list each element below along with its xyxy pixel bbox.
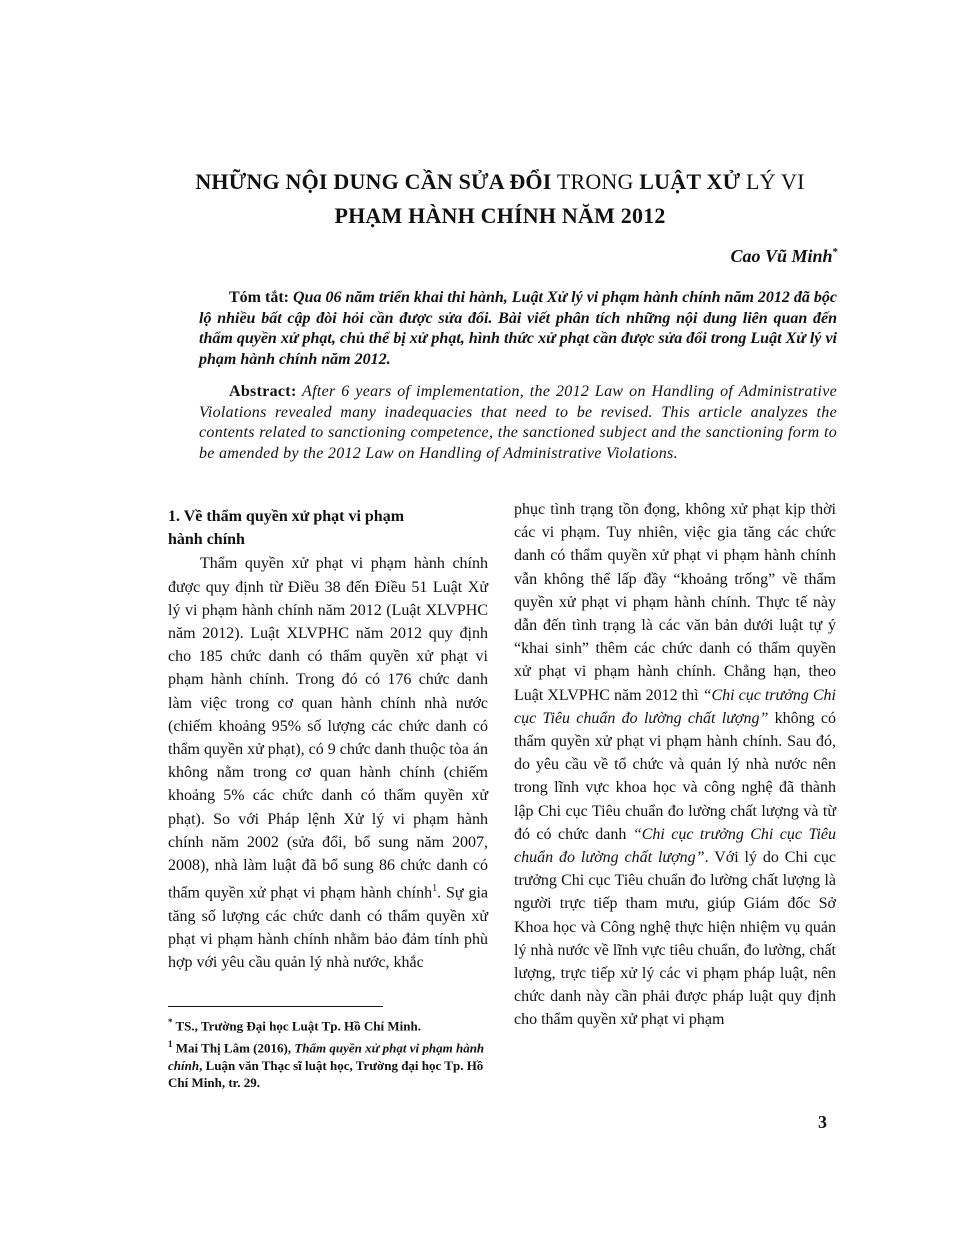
left-column (168, 505, 488, 974)
footnote-divider (168, 1006, 383, 1007)
title-segment: LUẬT XỬ (639, 169, 741, 194)
title-segment: TRONG (551, 169, 640, 194)
author-text: Cao Vũ Minh (730, 246, 833, 266)
abstract-en-label: Abstract: (229, 383, 297, 400)
article-title (150, 165, 850, 233)
footnote-text: TS., Trường Đại học Luật Tp. Hồ Chí Minh. (172, 1018, 421, 1034)
body-paragraph (168, 552, 488, 974)
quoted-title: “Chi cục trưởng Chi cục Tiêu chuẩn đo lường chất lượng” (514, 825, 837, 867)
paragraph-text: Thẩm quyền xử phạt vi phạm hành chính được quy định từ Điều 38 đến Điều 51 Luật Xử lý vi phạm hành chính năm 2012 (Luật XLVPHC năm 2012). Luật XLVPHC năm 2012 quy định cho 185 chức danh có thẩm quyền xử phạt vi phạm hành chính. Trong đó có 176 chức danh làm việc trong cơ quan hành chính nhà nước (chiếm khoảng 95% số lượng các chức danh có thẩm quyền xử phạt), có 9 chức danh thuộc tòa án không nằm trong cơ quan hành chính (chiếm khoảng 5% các chức danh có thẩm quyền xử phạt). So với Pháp lệnh Xử lý vi phạm hành chính năm 2002 (sửa đổi, bổ sung năm 2007, 2008), nhà làm luật đã bổ sung 86 chức danh có thẩm quyền xử phạt vi phạm hành chính (168, 555, 488, 902)
abstract-en-text: After 6 years of implementation, the 2012 Law on Handling of Administrative Violations revealed many inadequacies that need to be revised. This article analyzes the contents related to sanctioning competence, the sanctioned subject and the sanctioning form to be amended by the 2012 Law on Handling of Administrative Violations. (199, 383, 837, 462)
section-heading-line1: 1. Về thẩm quyền xử phạt vi phạm (168, 508, 405, 525)
section-heading-line2: hành chính (168, 531, 245, 549)
footnote (168, 1014, 488, 1035)
footnotes (168, 1014, 488, 1093)
footnote-mark: 1 (168, 1038, 173, 1049)
section-heading (168, 505, 488, 551)
page-number: 3 (818, 1112, 827, 1132)
paragraph-text: . Với lý do Chi cục trưởng Chi cục Tiêu chuẩn đo lường chất lượng là người trực tiếp tham mưu, giúp Giám đốc Sở Khoa học và Công nghệ thực hiện nhiệm vụ quản lý nhà nước về lĩnh vực tiêu chuẩn, đo lường, chất lượng, trực tiếp xử lý các vi phạm pháp luật, nên chức danh này cần phải được pháp luật quy định cho thẩm quyền xử phạt vi phạm (514, 849, 837, 1029)
title-line-2: PHẠM HÀNH CHÍNH NĂM 2012 (334, 203, 666, 228)
abstract-english (199, 382, 837, 464)
footnote-text: Mai Thị Lâm (2016), (172, 1040, 295, 1056)
title-segment: LÝ VI (740, 169, 805, 194)
body-paragraph-continued (514, 498, 836, 1032)
paragraph-text: phục tình trạng tồn đọng, không xử phạt kịp thời các vi phạm. Tuy nhiên, việc gia tăng các chức danh có thẩm quyền xử phạt vi phạm hành chính vẫn không thể lấp đầy “khoảng trống” về thẩm quyền xử phạt vi phạm hành chính. Thực tế này dẫn đến tình trạng là các văn bản dưới luật tự ý “khai sinh” thêm các chức danh có thẩm quyền xử phạt vi phạm hành chính. Chẳng hạn, theo Luật XLVPHC năm 2012 thì (514, 501, 836, 704)
right-column (514, 498, 836, 1032)
abstract-vietnamese (199, 288, 837, 370)
paragraph-text: . Sự gia tăng số lượng các chức danh có thẩm quyền xử phạt vi phạm hành chính nhằm bảo đảm tính phù hợp với yêu cầu quản lý nhà nước, khắc (168, 884, 489, 972)
abstract-vi-text: Qua 06 năm triển khai thi hành, Luật Xử lý vi phạm hành chính năm 2012 đã bộc lộ nhiều bất cập đòi hỏi cần được sửa đổi. Bài viết phân tích những nội dung liên quan đến thẩm quyền xử phạt, chủ thể bị xử phạt, hình thức xử phạt cần được sửa đổi trong Luật Xử lý vi phạm hành chính năm 2012. (199, 289, 838, 368)
footnote-text: , Luận văn Thạc sĩ luật học, Trường đại học Tp. Hồ Chí Minh, tr. 29. (168, 1057, 484, 1091)
footnote-mark: * (168, 1017, 173, 1027)
paragraph-text: không có thẩm quyền xử phạt vi phạm hành chính. Sau đó, do yêu cầu về tổ chức và quản lý nhà nước nên trong lĩnh vực khoa học và công nghệ đã thành lập Chi cục Tiêu chuẩn đo lường chất lượng và từ đó có chức danh (514, 709, 836, 843)
author-footnote-mark: * (832, 246, 838, 258)
footnote-cited-title: Thẩm quyền xử phạt vi phạm hành chính (168, 1040, 485, 1073)
footnote (168, 1036, 488, 1092)
title-segment: NHỮNG NỘI DUNG CẦN SỬA ĐỔI (195, 169, 552, 194)
author-name (730, 246, 838, 267)
quoted-title: “Chi cục trưởng Chi cục Tiêu chuẩn đo lường chất lượng” (514, 686, 836, 727)
footnote-ref: 1 (432, 883, 438, 895)
abstract-vi-label: Tóm tắt: (229, 289, 289, 306)
